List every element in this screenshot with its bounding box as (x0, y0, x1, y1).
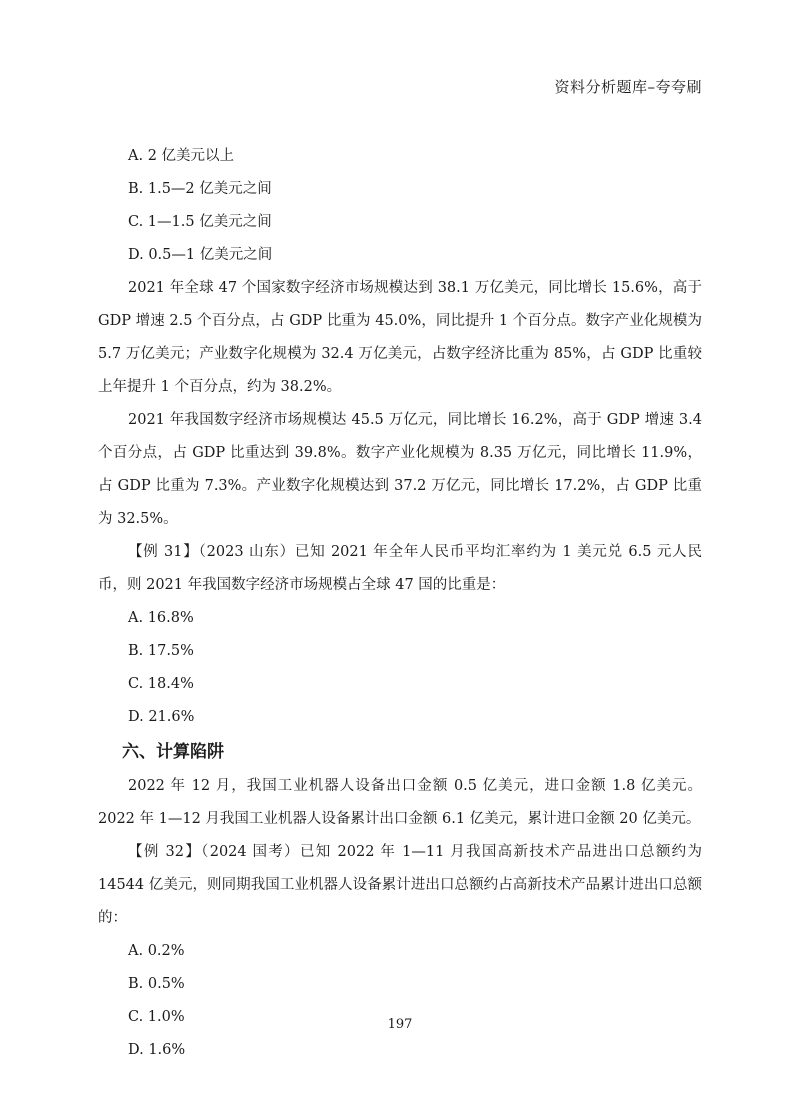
option-a: A. 2 亿美元以上 (128, 148, 235, 164)
paragraph-global-digital-economy: 2021 年全球 47 个国家数字经济市场规模达到 38.1 万亿美元，同比增长 15.6%，高于 GDP 增速 2.5 个百分点，占 GDP 比重为 45.0%，同比提升 1 个百分点。数字产业化规模为 5.7 万亿美元；产业数字化规模为 32.4 万亿美元，占数字经济比重为 85%，占 GDP 比重较上年提升 1 个百分点，约为 38.2%。 (98, 280, 702, 395)
q31-option-a: A. 16.8% (128, 610, 194, 626)
q32-option-b: B. 0.5% (128, 976, 185, 992)
option-c: C. 1—1.5 亿美元之间 (128, 214, 272, 230)
paragraph-china-digital-economy: 2021 年我国数字经济市场规模达 45.5 万亿元，同比增长 16.2%，高于 GDP 增速 3.4 个百分点，占 GDP 比重达到 39.8%。数字产业化规模为 8.35 万亿元，同比增长 11.9%，占 GDP 比重为 7.3%。产业数字化规模达到 37.2 万亿元，同比增长 17.2%，占 GDP 比重为 32.5%。 (98, 412, 702, 527)
question-32-text: 【例 32】（2024 国考）已知 2022 年 1—11 月我国高新技术产品进出口总额约为 14544 亿美元，则同期我国工业机器人设备累计进出口总额约占高新技术产品累计进出口总额的： (98, 844, 702, 926)
question-31-text: 【例 31】（2023 山东）已知 2021 年全年人民币平均汇率约为 1 美元兑 6.5 元人民币，则 2021 年我国数字经济市场规模占全球 47 国的比重是： (98, 544, 702, 593)
q31-option-d: D. 21.6% (128, 709, 195, 725)
paragraph-robot-trade: 2022 年 12 月，我国工业机器人设备出口金额 0.5 亿美元，进口金额 1.8 亿美元。2022 年 1—12 月我国工业机器人设备累计出口金额 6.1 亿美元，累计进口金额 20 亿美元。 (98, 778, 702, 827)
page-content (98, 140, 702, 1067)
q32-option-d: D. 1.6% (128, 1042, 186, 1058)
q31-option-b: B. 17.5% (128, 643, 194, 659)
page-header-title: 资料分析题库–夸夸刷 (554, 78, 702, 96)
q31-option-c: C. 18.4% (128, 676, 194, 692)
q32-option-c: C. 1.0% (128, 1009, 185, 1025)
option-b: B. 1.5—2 亿美元之间 (128, 181, 272, 197)
q32-option-a: A. 0.2% (128, 943, 185, 959)
page-number: 197 (387, 1017, 413, 1032)
section-heading: 六、计算陷阱 (122, 742, 224, 762)
option-d: D. 0.5—1 亿美元之间 (128, 247, 273, 263)
